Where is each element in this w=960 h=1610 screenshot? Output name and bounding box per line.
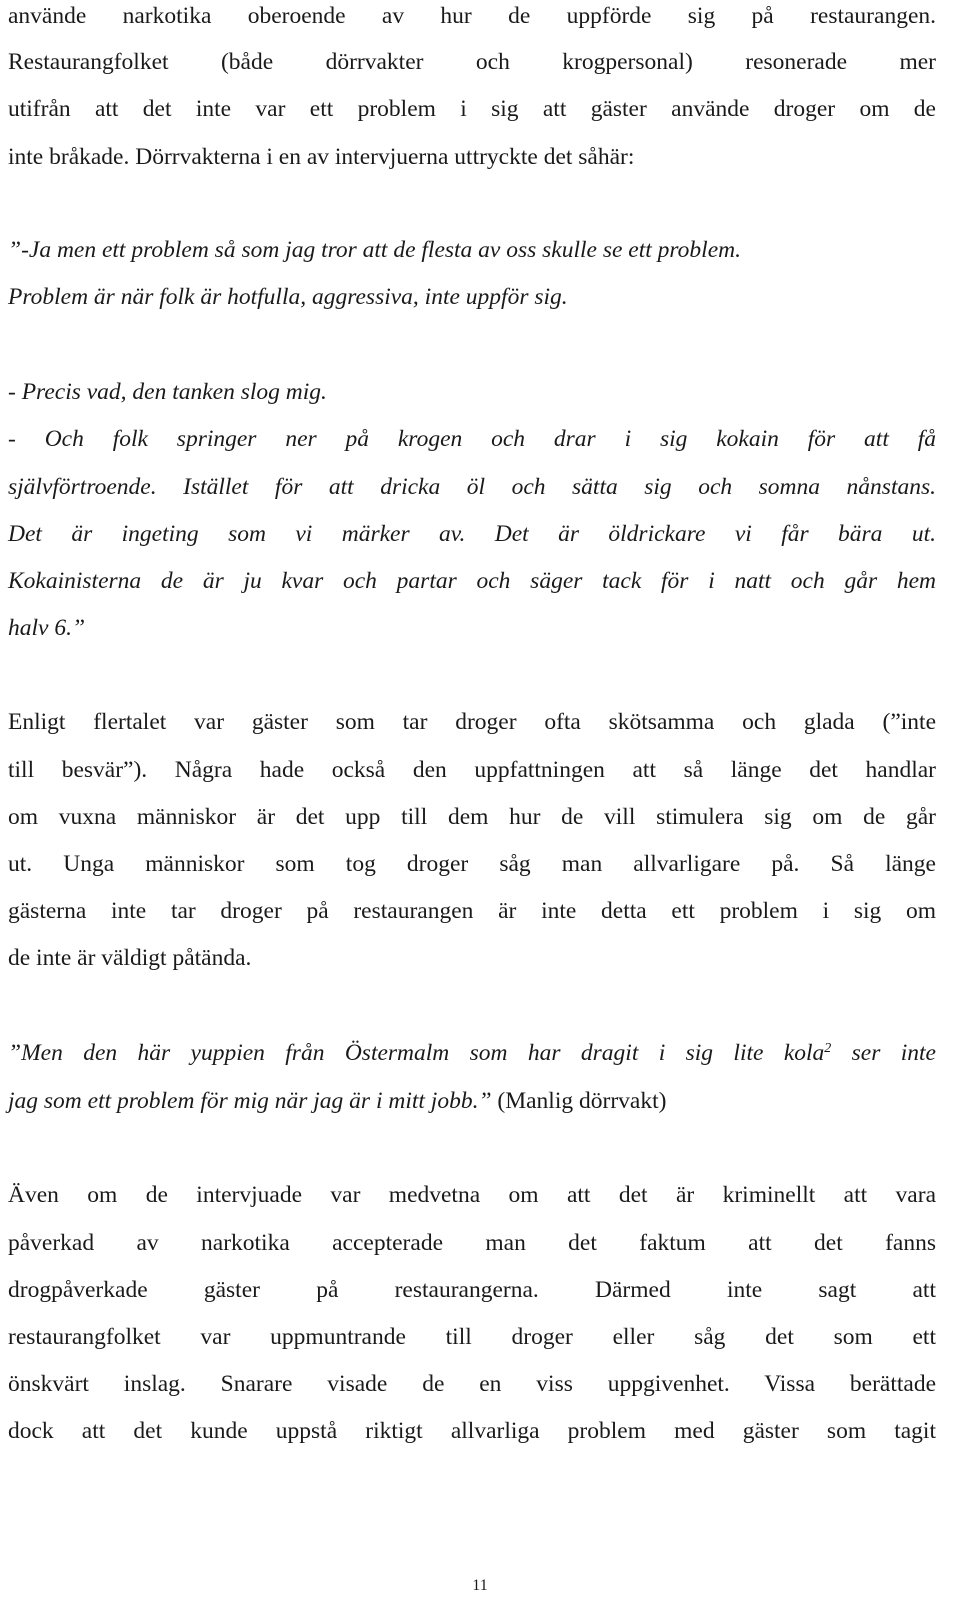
quote-line: halv 6.” xyxy=(8,615,86,641)
footnote-marker: 2 xyxy=(824,1041,832,1056)
quote-line xyxy=(8,1037,936,1069)
quote-text: ”Men den här yuppien från Östermalm som har dragit i sig lite kola xyxy=(8,1040,825,1066)
quote-line: - Och folk springer ner på krogen och drar i sig kokain för att få xyxy=(8,426,936,452)
body-text-line: drogpåverkade gäster på restaurangerna. Därmed inte sagt att xyxy=(8,1277,936,1303)
body-text-line: gästerna inte tar droger på restaurangen är inte detta ett problem i sig om xyxy=(8,898,936,924)
quote-line: Problem är när folk är hotfulla, aggressiva, inte uppför sig. xyxy=(8,284,568,310)
quote-line: Det är ingeting som vi märker av. Det är öldrickare vi får bära ut. xyxy=(8,521,936,547)
body-text-line: använde narkotika oberoende av hur de uppförde sig på restaurangen. xyxy=(8,3,936,29)
body-text-line: dock att det kunde uppstå riktigt allvarliga problem med gäster som tagit xyxy=(8,1418,936,1444)
body-text-line: de inte är väldigt påtända. xyxy=(8,945,252,971)
quote-text: ser inte xyxy=(831,1040,936,1066)
body-text-line: till besvär”). Några hade också den uppfattningen att så länge det handlar xyxy=(8,757,936,783)
quote-line: Kokainisterna de är ju kvar och partar och säger tack för i natt och går hem xyxy=(8,568,936,594)
page-number: 11 xyxy=(472,1577,488,1594)
quote-line: självförtroende. Istället för att dricka öl och sätta sig och somna nånstans. xyxy=(8,474,936,500)
quote-line: ”-Ja men ett problem så som jag tror att de flesta av oss skulle se ett problem. xyxy=(8,237,741,263)
body-text-line: Även om de intervjuade var medvetna om att det är kriminellt att vara xyxy=(8,1182,936,1208)
body-text-line: Restaurangfolket (både dörrvakter och krogpersonal) resonerade mer xyxy=(8,49,936,75)
body-text-line: om vuxna människor är det upp till dem hur de vill stimulera sig om de går xyxy=(8,804,936,830)
quote-text: jag som ett problem för mig när jag är i mitt jobb.” xyxy=(8,1088,492,1114)
quote-line: - Precis vad, den tanken slog mig. xyxy=(8,379,327,405)
body-text-line: inte bråkade. Dörrvakterna i en av intervjuerna uttryckte det såhär: xyxy=(8,144,635,170)
body-text-line: utifrån att det inte var ett problem i sig att gäster använde droger om de xyxy=(8,96,936,122)
quote-line xyxy=(8,1085,936,1117)
body-text-line: Enligt flertalet var gäster som tar droger ofta skötsamma och glada (”inte xyxy=(8,709,936,735)
body-text-line: önskvärt inslag. Snarare visade de en viss uppgivenhet. Vissa berättade xyxy=(8,1371,936,1397)
quote-attribution: (Manlig dörrvakt) xyxy=(491,1088,667,1114)
body-text-line: ut. Unga människor som tog droger såg man allvarligare på. Så länge xyxy=(8,851,936,877)
body-text-line: påverkad av narkotika accepterade man det faktum att det fanns xyxy=(8,1230,936,1256)
body-text-line: restaurangfolket var uppmuntrande till droger eller såg det som ett xyxy=(8,1324,936,1350)
